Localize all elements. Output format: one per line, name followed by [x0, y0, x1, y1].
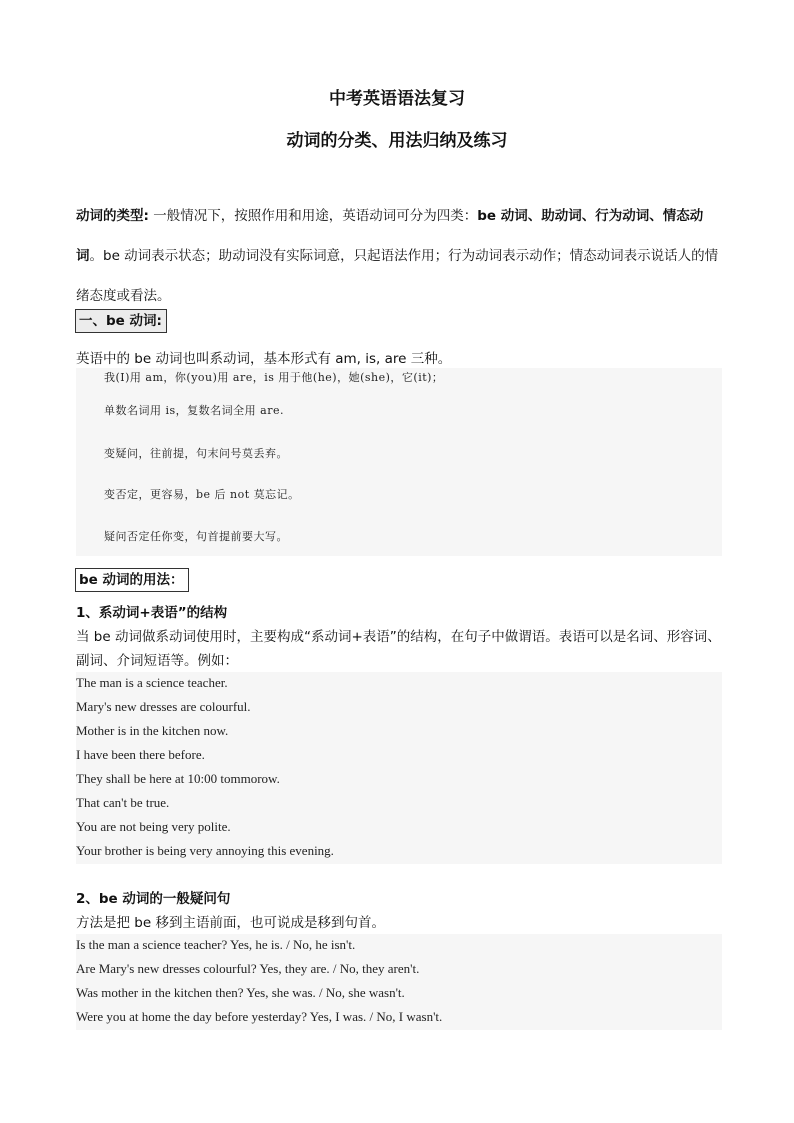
- rules-block: [76, 368, 722, 556]
- rule-line: 变疑问，往前提，句末问号莫丢弃。: [104, 447, 288, 460]
- example-sentence: That can't be true.: [76, 795, 170, 810]
- intro-paragraph: [76, 196, 722, 316]
- rule-line: 变否定，更容易，be 后 not 莫忘记。: [104, 488, 300, 501]
- sub2-title: 2、be 动词的一般疑问句: [76, 891, 231, 907]
- sub2-description: 方法是把 be 移到主语前面，也可说成是移到句首。: [76, 915, 385, 931]
- example-sentence: Are Mary's new dresses colourful? Yes, they are. / No, they aren't.: [76, 961, 420, 976]
- document-subtitle: 动词的分类、用法归纳及练习: [286, 131, 508, 151]
- example-sentence: They shall be here at 10:00 tommorow.: [76, 771, 280, 786]
- sub1-title: 1、系动词+表语”的结构: [76, 605, 228, 621]
- sub1-description: 当 be 动词做系动词使用时，主要构成“系动词+表语”的结构，在句子中做谓语。表语可以是名词、形容词、副词、介词短语等。例如：: [76, 629, 721, 669]
- example-sentence: Your brother is being very annoying this evening.: [76, 843, 334, 858]
- example-sentence: Was mother in the kitchen then? Yes, she was. / No, she wasn't.: [76, 985, 405, 1000]
- example-sentence: You are not being very polite.: [76, 819, 231, 834]
- section1-paragraph: 英语中的 be 动词也叫系动词，基本形式有 am, is, are 三种。: [76, 351, 452, 367]
- example-sentence: The man is a science teacher.: [76, 675, 228, 690]
- rule-line: 疑问否定任你变，句首提前要大写。: [104, 530, 288, 543]
- rule-line: 我(I)用 am，你(you)用 are，is 用于他(he)，她(she)，它(it)；: [104, 371, 444, 384]
- intro-verb-types: be 动词、助动词、行为动词、情态动词: [76, 208, 704, 264]
- example-sentence: Were you at home the day before yesterday? Yes, I was. / No, I wasn't.: [76, 1009, 443, 1024]
- example-sentence: Mother is in the kitchen now.: [76, 723, 229, 738]
- intro-label: 动词的类型:: [76, 208, 149, 224]
- intro-text-after: 。be 动词表示状态；助动词没有实际词意，只起语法作用；行为动词表示动作；情态动词表示说话人的情绪态度或看法。: [76, 248, 719, 304]
- document-title: 中考英语语法复习: [329, 89, 465, 109]
- example-sentence: Mary's new dresses are colourful.: [76, 699, 251, 714]
- section1-heading: 一、be 动词:: [75, 309, 167, 333]
- example-sentence: I have been there before.: [76, 747, 205, 762]
- example-sentence: Is the man a science teacher? Yes, he is. / No, he isn't.: [76, 937, 356, 952]
- section2-heading: be 动词的用法：: [75, 568, 189, 592]
- intro-text-before: 一般情况下，按照作用和用途，英语动词可分为四类：: [148, 208, 478, 224]
- rule-line: 单数名词用 is，复数名词全用 are.: [104, 404, 284, 417]
